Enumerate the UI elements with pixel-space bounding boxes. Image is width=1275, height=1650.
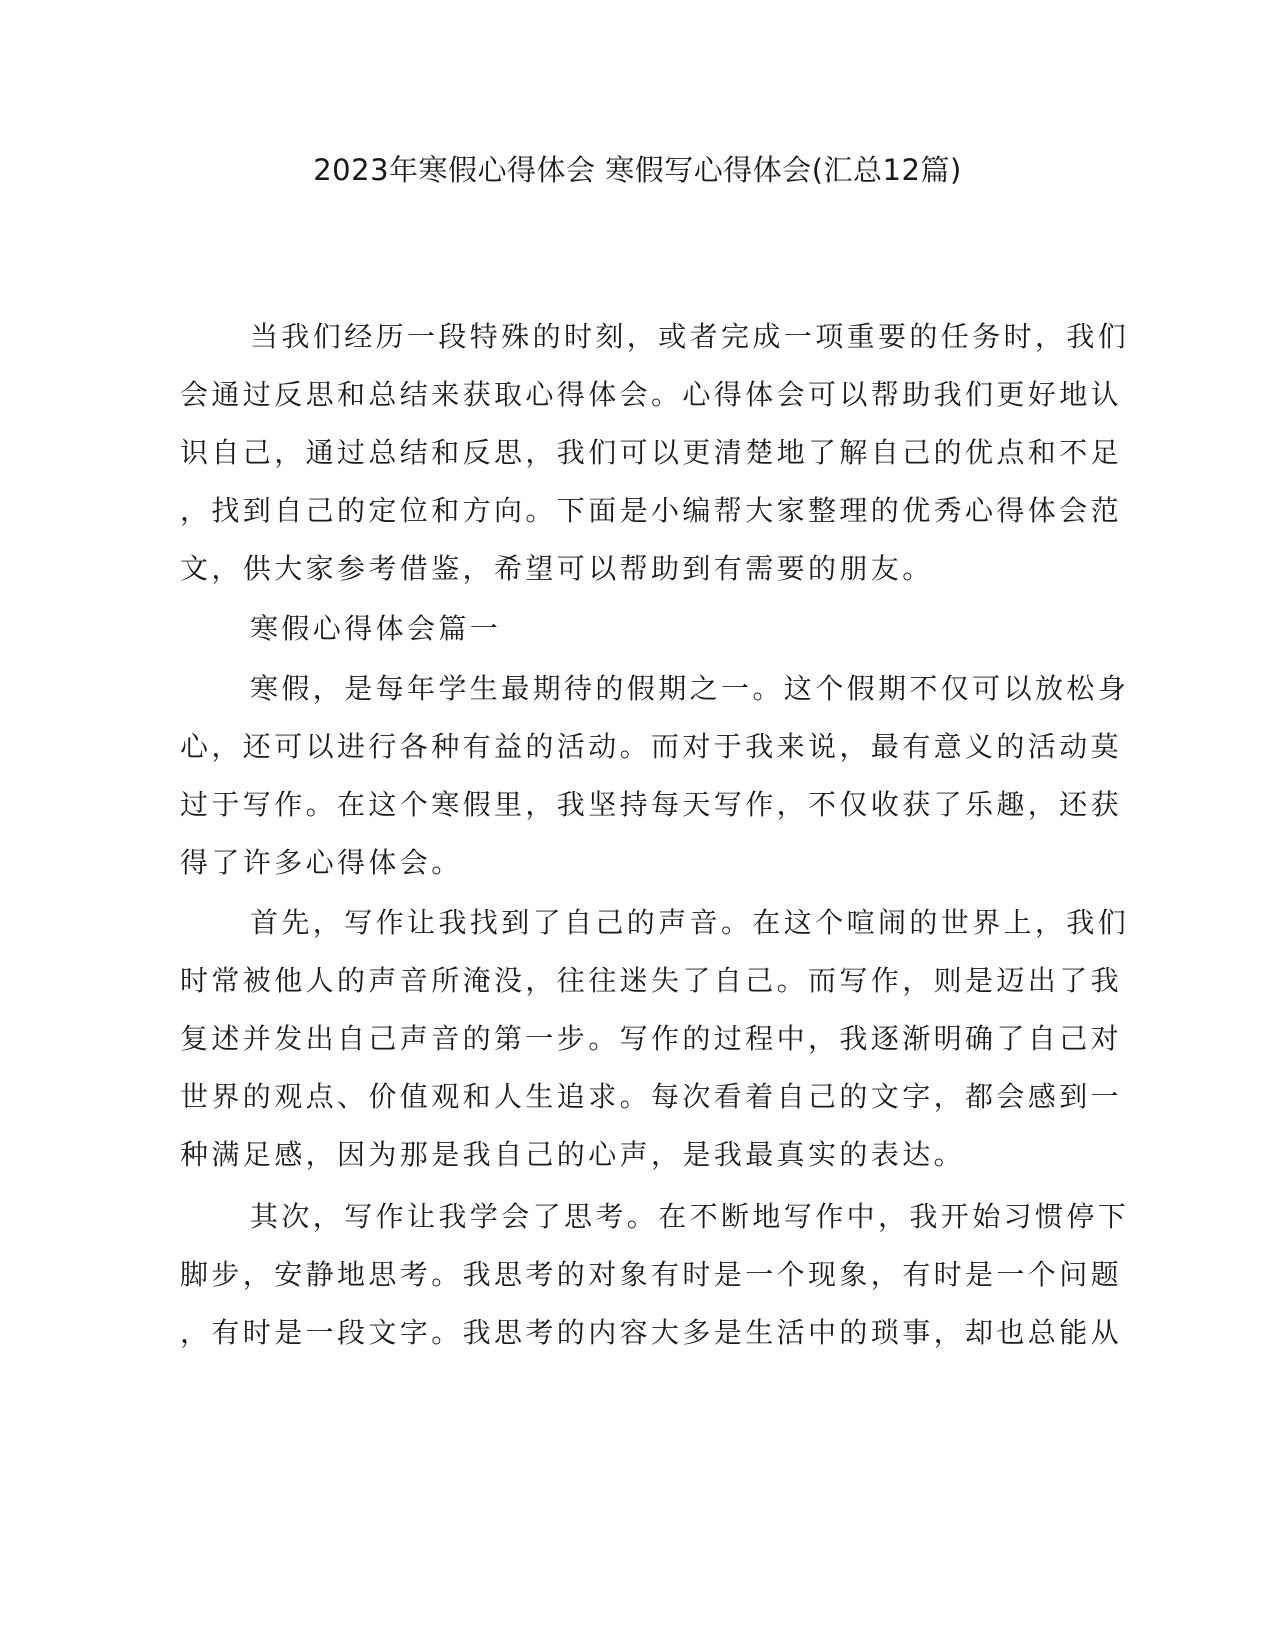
paragraph-1-line-5: 文，供大家参考借鉴，希望可以帮助到有需要的朋友。	[180, 552, 934, 585]
section-heading: 寒假心得体会篇一	[250, 612, 502, 645]
paragraph-1-line-1: 当我们经历一段特殊的时刻，或者完成一项重要的任务时，我们	[250, 320, 1130, 353]
paragraph-2-line-3: 过于写作。在这个寒假里，我坚持每天写作，不仅收获了乐趣，还获	[180, 788, 1123, 821]
paragraph-4-line-3: ，有时是一段文字。我思考的内容大多是生活中的琐事，却也总能从	[180, 1316, 1123, 1349]
paragraph-3-line-1: 首先，写作让我找到了自己的声音。在这个喧闹的世界上，我们	[250, 906, 1130, 939]
paragraph-3-line-2: 时常被他人的声音所淹没，往往迷失了自己。而写作，则是迈出了我	[180, 964, 1123, 997]
document-title: 2023年寒假心得体会 寒假写心得体会(汇总12篇)	[313, 153, 962, 187]
paragraph-2-line-1: 寒假，是每年学生最期待的假期之一。这个假期不仅可以放松身	[250, 672, 1130, 705]
paragraph-3-line-3: 复述并发出自己声音的第一步。写作的过程中，我逐渐明确了自己对	[180, 1022, 1123, 1055]
paragraph-4-line-2: 脚步，安静地思考。我思考的对象有时是一个现象，有时是一个问题	[180, 1258, 1123, 1291]
paragraph-1-line-2: 会通过反思和总结来获取心得体会。心得体会可以帮助我们更好地认	[180, 378, 1123, 411]
paragraph-3-line-4: 世界的观点、价值观和人生追求。每次看着自己的文字，都会感到一	[180, 1080, 1123, 1113]
paragraph-2-line-2: 心，还可以进行各种有益的活动。而对于我来说，最有意义的活动莫	[180, 730, 1123, 763]
paragraph-4-line-1: 其次，写作让我学会了思考。在不断地写作中，我开始习惯停下	[250, 1200, 1130, 1233]
paragraph-1-line-4: ，找到自己的定位和方向。下面是小编帮大家整理的优秀心得体会范	[180, 494, 1123, 527]
paragraph-1-line-3: 识自己，通过总结和反思，我们可以更清楚地了解自己的优点和不足	[180, 436, 1123, 469]
paragraph-2-line-4: 得了许多心得体会。	[180, 846, 463, 879]
paragraph-3-line-5: 种满足感，因为那是我自己的心声，是我最真实的表达。	[180, 1138, 966, 1171]
